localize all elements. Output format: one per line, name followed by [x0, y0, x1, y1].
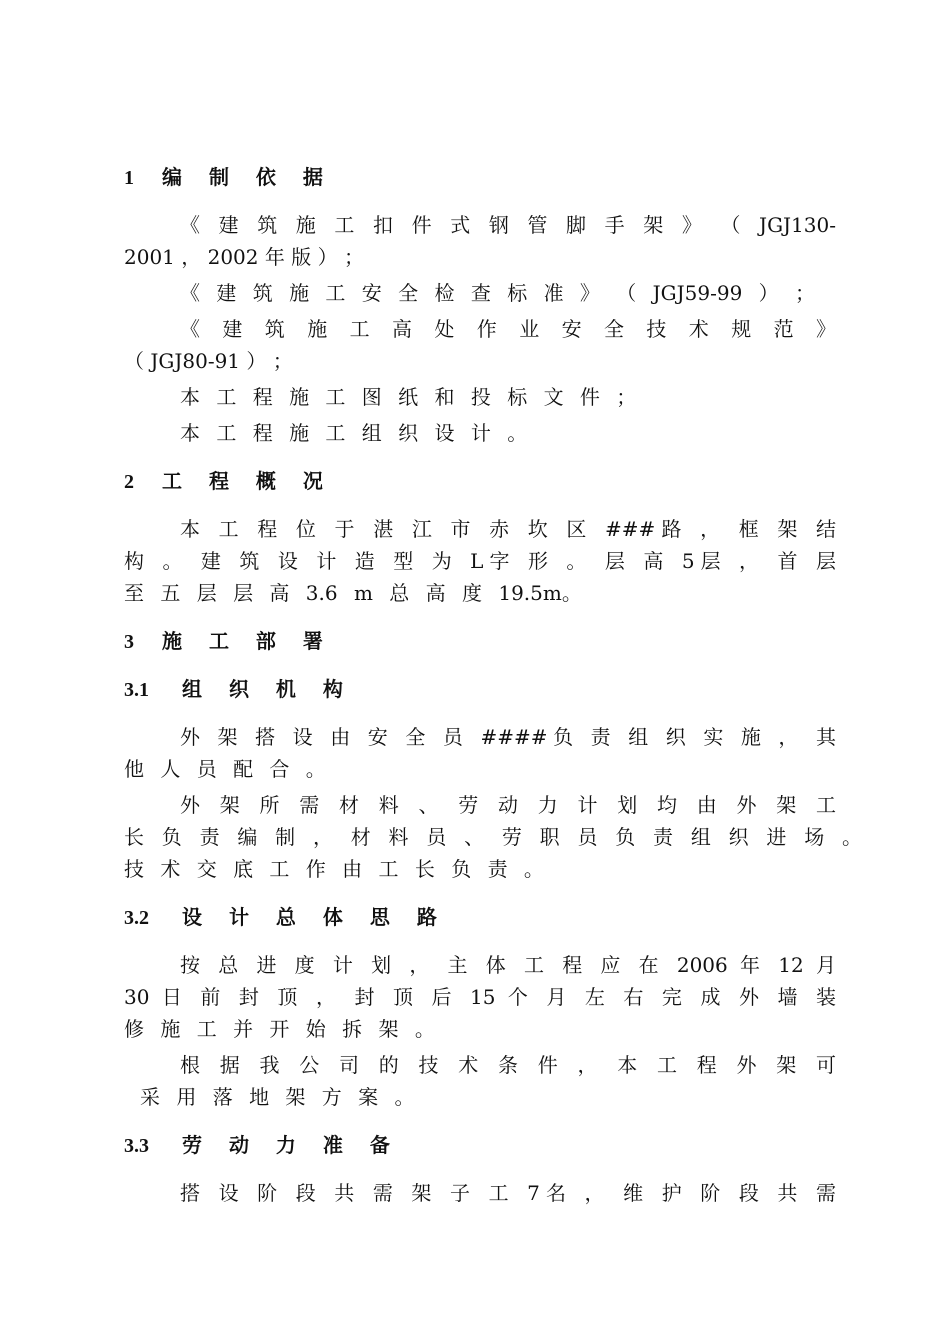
paragraph-line: 按 总 进 度 计 划 ， 主 体 工 程 应 在 2006 年 12 月: [180, 953, 836, 977]
section-heading-3: [124, 628, 836, 654]
paragraph-line: 《 建 筑 施 工 扣 件 式 钢 管 脚 手 架 》 （ JGJ130-: [180, 213, 836, 237]
section-number: 3: [124, 631, 134, 653]
section-number: 3.1: [124, 679, 149, 701]
section-title: 工 程 概 况: [162, 469, 333, 493]
paragraph-line: 技 术 交 底 工 作 由 工 长 负 责 。: [124, 857, 544, 881]
section-number: 3.3: [124, 1135, 149, 1157]
paragraph-line: 他 人 员 配 合 。: [124, 757, 326, 781]
section-number: 1: [124, 167, 134, 189]
paragraph-line: 《 建 筑 施 工 安 全 检 查 标 准 》 （ JGJ59-99 ） ；: [180, 281, 816, 305]
section-heading-3-1: [124, 676, 836, 702]
section-heading-3-2: [124, 904, 836, 930]
paragraph-line: 本 工 程 施 工 图 纸 和 投 标 文 件 ；: [180, 385, 637, 409]
section-heading-2: [124, 468, 836, 494]
paragraph-line: 本 工 程 施 工 组 织 设 计 。: [180, 421, 528, 445]
section-title: 设 计 总 体 思 路: [182, 905, 447, 929]
section-heading-3-3: [124, 1132, 836, 1158]
paragraph-line: 外 架 所 需 材 料 、 劳 动 力 计 划 均 由 外 架 工: [180, 793, 836, 817]
paragraph-line: 构 。 建 筑 设 计 造 型 为 L字 形 。 层 高 5层 ， 首 层: [124, 549, 836, 573]
section-number: 2: [124, 471, 134, 493]
paragraph-line: 长 负 责 编 制 ， 材 料 员 、 劳 职 员 负 责 组 织 进 场 。: [124, 825, 862, 849]
paragraph-line: 《 建 筑 施 工 高 处 作 业 安 全 技 术 规 范 》: [180, 317, 836, 341]
paragraph-line: 30 日 前 封 顶 ， 封 顶 后 15 个 月 左 右 完 成 外 墙 装: [124, 985, 836, 1009]
section-title: 施 工 部 署: [162, 629, 333, 653]
paragraph-line: 根 据 我 公 司 的 技 术 条 件 ， 本 工 程 外 架 可: [180, 1053, 836, 1077]
section-number: 3.2: [124, 907, 149, 929]
paragraph-line: 搭 设 阶 段 共 需 架 子 工 7名 ， 维 护 阶 段 共 需: [180, 1181, 836, 1205]
section-title: 组 织 机 构: [182, 677, 353, 701]
paragraph-line: 采 用 落 地 架 方 案 。: [140, 1085, 415, 1109]
section-title: 劳 动 力 准 备: [182, 1133, 400, 1157]
paragraph-line: （ JGJ80-91 ） ；: [124, 349, 293, 373]
section-title: 编 制 依 据: [162, 165, 333, 189]
paragraph-line: 2001 ， 2002 年 版 ） ；: [124, 245, 364, 269]
paragraph-line: 本 工 程 位 于 湛 江 市 赤 坎 区 ###路 ， 框 架 结: [180, 517, 836, 541]
paragraph-line: 外 架 搭 设 由 安 全 员 ####负 责 组 织 实 施 ， 其: [180, 725, 836, 749]
section-heading-1: [124, 164, 836, 190]
paragraph-line: 至 五 层 层 高 3.6 m 总 高 度 19.5m。: [124, 581, 582, 605]
paragraph-line: 修 施 工 并 开 始 拆 架 。: [124, 1017, 435, 1041]
